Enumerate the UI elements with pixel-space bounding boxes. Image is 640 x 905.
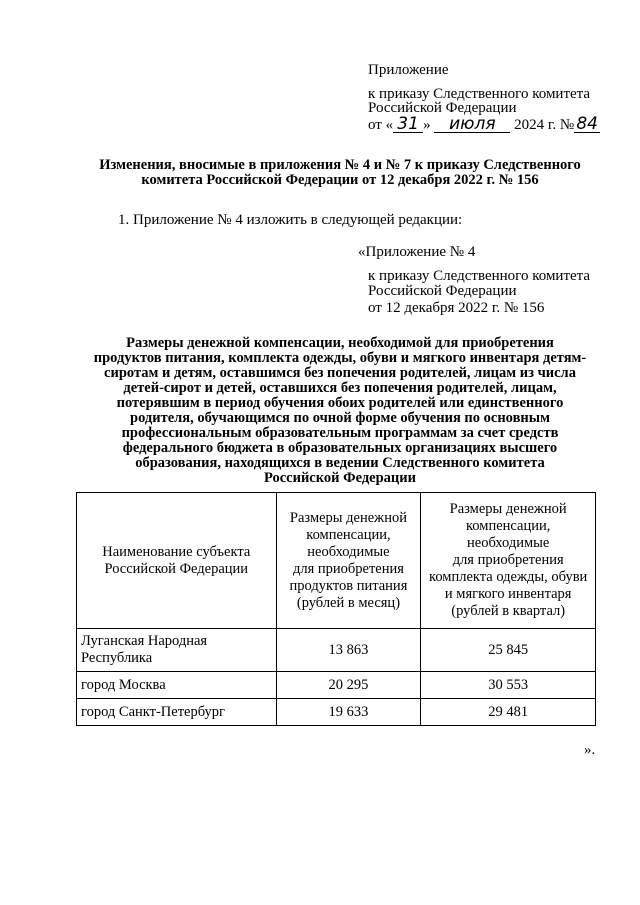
food-value: 13 863 [276,629,421,672]
quoted-appendix-line1: к приказу Следственного комитета [368,268,591,284]
header-line: компенсации, [465,518,551,534]
header-line: (рублей в месяц) [296,594,401,611]
table-row [77,699,596,726]
quoted-appendix-line2: Российской Федерации [368,283,517,299]
date-number-handwritten: 84 [574,116,600,133]
header-line: для приобретения [292,560,404,577]
table-title-line: продуктов питания, комплекта одежды, обуви и мягкого инвентаря детям- [93,350,587,366]
header-line: необходимые [307,543,390,560]
date-day-handwritten: 31 [393,116,423,133]
header-line: Наименование субъекта [102,543,251,560]
clothes-value: 29 481 [421,699,596,726]
table-row [77,629,596,672]
clothes-value: 25 845 [421,629,596,672]
food-value: 19 633 [276,699,421,726]
table-header-row [77,493,596,629]
changes-heading-line2: комитета Российской Федерации от 12 декабря 2022 г. № 156 [141,172,539,188]
header-line: (рублей в квартал) [451,603,566,619]
compensation-table [76,492,596,726]
header-line: Российской Федерации [104,560,249,577]
closing-quote: ». [584,742,596,758]
clothes-value: 30 553 [421,672,596,699]
table-row [77,672,596,699]
date-prefix: от « [368,117,394,133]
header-line: Размеры денежной [289,509,407,526]
header-line: компенсации, [306,526,391,543]
region-name-line: Луганская Народная [81,633,208,649]
header-line: необходимые [467,535,550,551]
table-title-line: Российской Федерации [263,470,416,486]
changes-heading [80,158,600,188]
table-title-line: профессиональным образовательным программам за счет средств [121,425,559,441]
date-mid: » [423,117,431,133]
appendix-title: Приложение [368,62,449,78]
changes-heading-line1: Изменения, вносимые в приложения № 4 и № 7 к приказу Следственного [99,157,581,173]
item-1-text: 1. Приложение № 4 изложить в следующей редакции: [118,212,463,228]
food-value: 20 295 [276,672,421,699]
table-title-line: сиротам и детям, оставшимся без попечения родителей, лицам из числа [104,365,576,381]
appendix-order-line1: к приказу Следственного комитета [368,86,591,102]
appendix-date-line [368,116,600,133]
region-name [77,672,277,699]
date-month-handwritten: июля [434,116,510,133]
region-name [77,629,277,672]
header-line: для приобретения [452,552,564,568]
header-line: комплекта одежды, обуви [429,569,588,585]
table-title [80,336,600,486]
table-title-line: федерального бюджета в образовательных организациях высшего [122,440,558,456]
appendix-order-line2: Российской Федерации [368,100,517,116]
header-food [276,493,421,629]
header-clothes [421,493,596,629]
date-year: 2024 г. № [514,117,575,133]
table-title-line: родителя, обучающимся по очной форме обучения по основным [130,410,550,426]
quoted-appendix-title: «Приложение № 4 [358,244,476,260]
table-title-line: Размеры денежной компенсации, необходимой для приобретения [126,335,554,351]
header-line: и мягкого инвентаря [444,586,572,602]
quoted-appendix-line3: от 12 декабря 2022 г. № 156 [368,300,545,316]
region-name-line: город Москва [81,676,166,693]
region-name [77,699,277,726]
table-title-line: детей-сирот и детей, оставшихся без попечения родителей, лицам, [123,380,557,396]
header-region [77,493,277,629]
region-name-line: город Санкт-Петербург [81,703,226,720]
header-line: Размеры денежной [449,501,567,517]
table-title-line: потерявшим в период обучения обоих родителей или единственного [116,395,564,411]
header-line: продуктов питания [289,577,408,594]
table-title-line: образования, находящихся в ведении Следственного комитета [135,455,545,471]
region-name-line: Республика [81,650,153,666]
